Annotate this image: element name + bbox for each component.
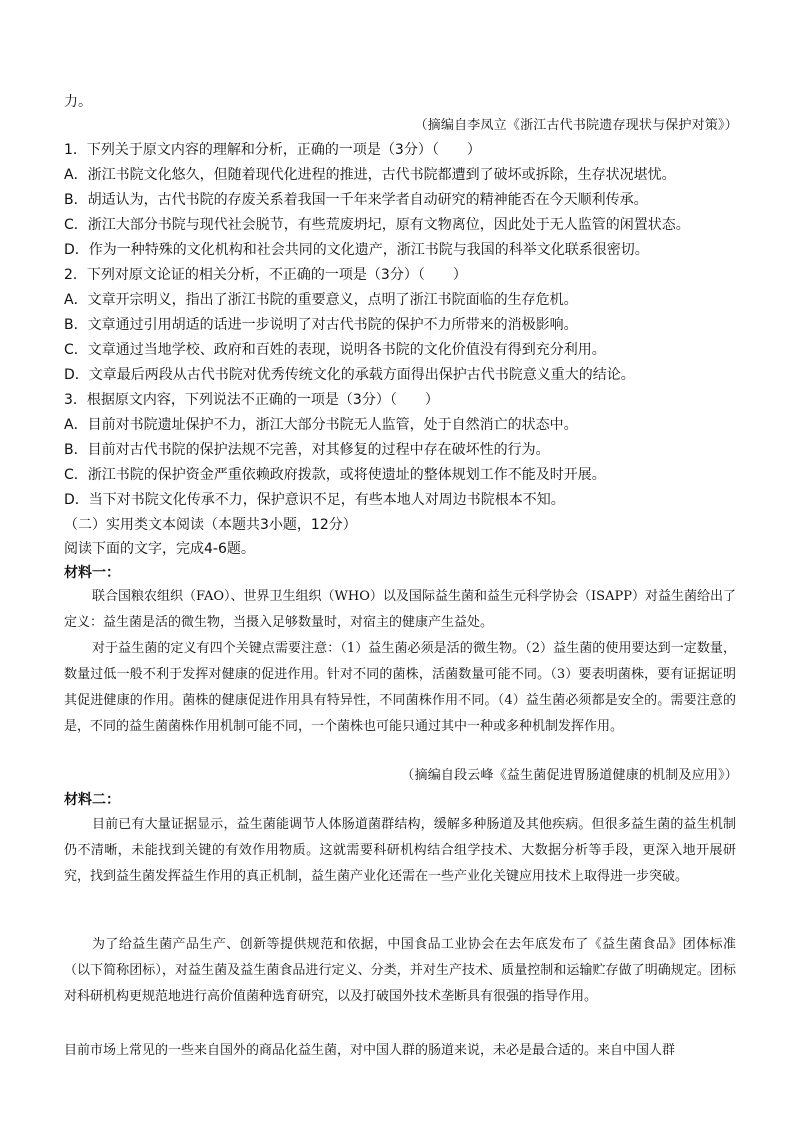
question-2-option-b: B．文章通过引用胡适的话进一步说明了对古代书院的保护不力所带来的消极影响。 (64, 317, 578, 333)
question-1-stem: 1．下列关于原文内容的理解和分析，正确的一项是（3分）（ ） (64, 142, 481, 158)
material-2-paragraph-3: 目前市场上常见的一些来自国外的商品化益生菌，对中国人群的肠道来说，未必是最合适的。来自中国人群 (64, 1043, 676, 1058)
material-1-paragraph-2: 对于益生菌的定义有四个关键点需要注意：（1）益生菌必须是活的微生物。（2）益生菌的使用要达到一定数量，数量过低一般不利于发挥对健康的促进作用。针对不同的菌株，活菌数量可能不同。（3）要表明菌株，要有证据证明其促进健康的作用。菌株的健康促进作用具有特异性，不同菌株作用不同。（4）益生菌必须都是安全的。需要注意的是，不同的益生菌菌株作用机制可能不同，一个菌株也可能只通过其中一种或多种机制发挥作用。 (64, 641, 736, 734)
source-citation-1: （摘编自李凤立《浙江古代书院遗存现状与保护对策》） (414, 118, 738, 133)
source-citation-2: （摘编自段云峰《益生菌促进胃肠道健康的机制及应用》） (401, 768, 738, 783)
question-1-option-c: C．浙江大部分书院与现代社会脱节，有些荒废坍圮，原有文物离位，因此处于无人监管的闲置状态。 (64, 217, 690, 233)
continued-text: 力。 (64, 94, 92, 110)
question-1-option-a: A．浙江书院文化悠久，但随着现代化进程的推进，古代书院都遭到了破坏或拆除，生存状况堪忧。 (64, 167, 676, 183)
question-2-option-a: A．文章开宗明义，指出了浙江书院的重要意义，点明了浙江书院面临的生存危机。 (64, 292, 578, 308)
material-2-paragraph-1: 目前已有大量证据显示，益生菌能调节人体肠道菌群结构，缓解多种肠道及其他疾病。但很多益生菌的益生机制仍不清晰，未能找到关键的有效作用物质。这就需要科研机构结合组学技术、大数据分析等手段，更深入地开展研究，找到益生菌发挥益生作用的真正机制，益生菌产业化还需在一些产业化关键应用技术上取得进一步突破。 (64, 817, 736, 884)
question-3-option-b: B．目前对古代书院的保护法规不完善，对其修复的过程中存在破坏性的行为。 (64, 442, 550, 458)
material-1-paragraph-1: 联合国粮农组织（FAO）、世界卫生组织（WHO）以及国际益生菌和益生元科学协会（ISAPP）对益生菌给出了定义：益生菌是活的微生物，当摄入足够数量时，对宿主的健康产生益处。 (64, 589, 736, 630)
material-1-heading: 材料一： (64, 565, 120, 581)
question-2-stem: 2．下列对原文论证的相关分析，不正确的一项是（3分）（ ） (64, 267, 467, 283)
question-3-stem: 3．根据原文内容，下列说法不正确的一项是（3分）（ ） (64, 392, 439, 408)
section-2-instruction: 阅读下面的文字，完成4-6题。 (64, 541, 255, 557)
section-2-title: （二）实用类文本阅读（本题共3小题，12分） (64, 517, 357, 533)
question-3-option-c: C．浙江书院的保护资金严重依赖政府拨款，或将使遗址的整体规划工作不能及时开展。 (64, 467, 606, 483)
material-2-paragraph-2: 为了给益生菌产品生产、创新等提供规范和依据，中国食品工业协会在去年底发布了《益生菌食品》团体标准（以下简称团标），对益生菌及益生菌食品进行定义、分类，并对生产技术、质量控制和运输贮存做了明确规定。团标对科研机构更规范地进行高价值菌种选育研究，以及打破国外技术垄断具有很强的指导作用。 (64, 937, 736, 1004)
question-1-option-b: B．胡适认为，古代书院的存废关系着我国一千年来学者自动研究的精神能否在今天顺利传承。 (64, 192, 648, 208)
question-1-option-d: D．作为一种特殊的文化机构和社会共同的文化遗产，浙江书院与我国的科举文化联系很密切。 (64, 242, 649, 258)
question-2-option-d: D．文章最后两段从古代书院对优秀传统文化的承载方面得出保护古代书院意义重大的结论。 (64, 367, 635, 383)
question-3-option-d: D．当下对书院文化传承不力，保护意识不足，有些本地人对周边书院根本不知。 (64, 492, 565, 508)
question-3-option-a: A．目前对书院遗址保护不力，浙江大部分书院无人监管，处于自然消亡的状态中。 (64, 417, 578, 433)
question-2-option-c: C．文章通过当地学校、政府和百姓的表现，说明各书院的文化价值没有得到充分利用。 (64, 342, 606, 358)
material-2-heading: 材料二： (64, 792, 120, 808)
